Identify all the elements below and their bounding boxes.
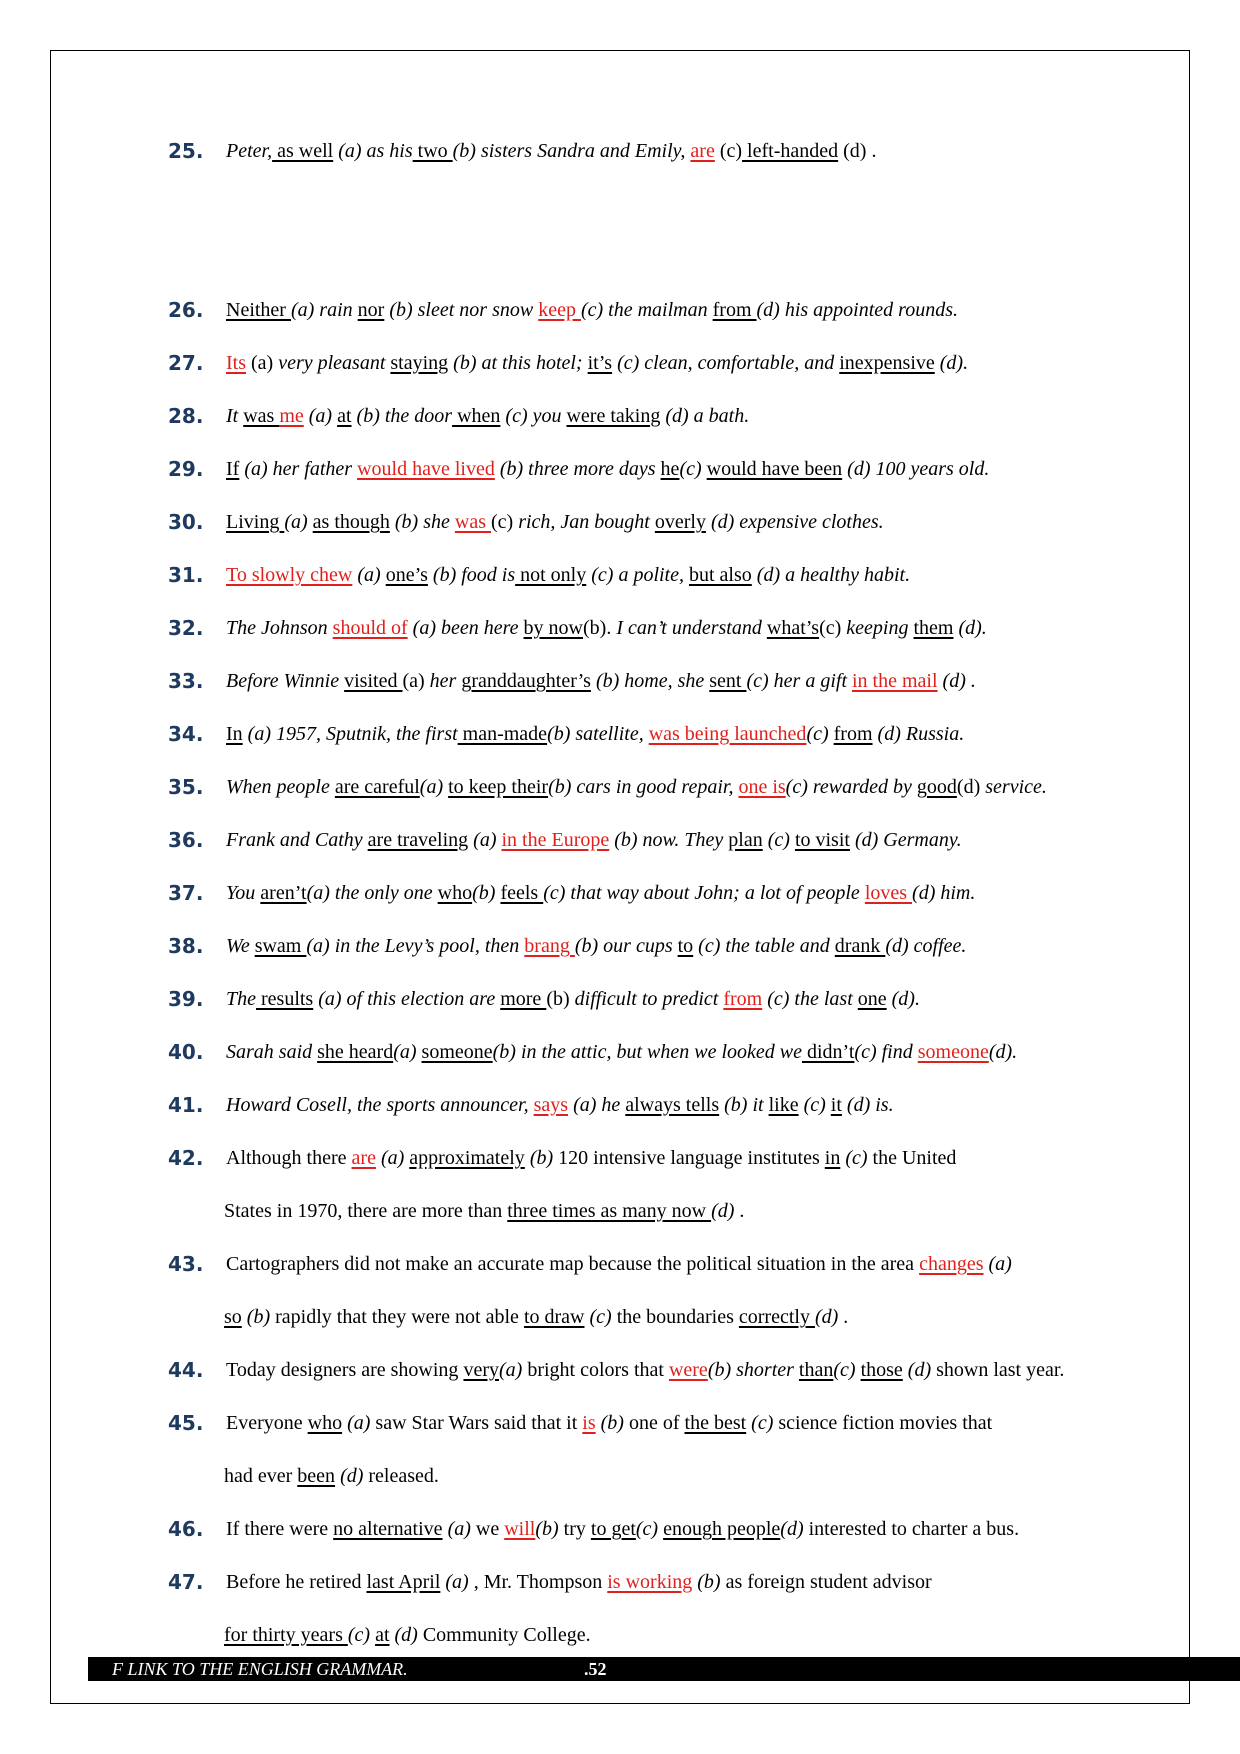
question-text (226, 1093, 894, 1117)
sentence-fragment: I can’t understand (616, 617, 767, 639)
sentence-fragment: (d) Russia. (872, 723, 965, 745)
sentence-fragment: You (226, 882, 261, 904)
question-text (226, 1517, 1019, 1541)
question-number: 40. (168, 1040, 204, 1064)
sentence-fragment: (c) (714, 140, 743, 162)
underlined-option: aren’t (260, 882, 307, 904)
underlined-option: correctly (738, 1306, 815, 1328)
question-number: 44. (168, 1358, 204, 1382)
sentence-fragment: (b) the door (351, 405, 453, 427)
underlined-option: three times as many now (507, 1200, 712, 1222)
question-number: 38. (168, 934, 204, 958)
sentence-fragment: (a) her father (239, 458, 358, 480)
underlined-option: very (463, 1359, 499, 1381)
sentence-fragment: (a) the only one (306, 882, 438, 904)
sentence-fragment: (c) (840, 1147, 873, 1169)
sentence-fragment: (b) home, she (590, 670, 710, 692)
question-number: 42. (168, 1146, 204, 1170)
underlined-option: enough people (663, 1518, 781, 1540)
underlined-option: In (226, 723, 243, 745)
sentence-fragment: (b) (692, 1571, 721, 1593)
footer-title: F LINK TO THE ENGLISH GRAMMAR. (112, 1659, 408, 1679)
underlined-option: keep (538, 299, 581, 321)
sentence-fragment: (a) (284, 511, 313, 533)
sentence-fragment: keeping (846, 617, 914, 639)
sentence-fragment: (b) shorter (707, 1359, 799, 1381)
sentence-fragment: (d) . (937, 670, 976, 692)
underlined-option: one’s (385, 564, 428, 586)
underlined-option: was (243, 405, 280, 427)
sentence-fragment: (c) the table and (693, 935, 835, 957)
sentence-fragment: science fiction movies that (773, 1412, 993, 1434)
sentence-fragment: (d) (956, 776, 986, 798)
underlined-option: Living (226, 511, 285, 533)
underlined-option: one (857, 988, 887, 1010)
sentence-fragment: the United (872, 1147, 957, 1169)
sentence-fragment: (b) satellite, (547, 723, 649, 745)
sentence-fragment: (c) find (854, 1041, 918, 1063)
question-text (226, 987, 920, 1011)
sentence-fragment: (d). (988, 1041, 1018, 1063)
question-text (226, 1570, 932, 1594)
underlined-option: as though (312, 511, 390, 533)
underlined-option: granddaughter’s (461, 670, 591, 692)
question-text (226, 351, 968, 375)
sentence-fragment: (b) now. They (609, 829, 729, 851)
underlined-option: brang (524, 935, 575, 957)
underlined-option: one is (738, 776, 786, 798)
sentence-fragment: (c) you (500, 405, 567, 427)
sentence-fragment: (a) in the Levy’s pool, then (306, 935, 525, 957)
sentence-fragment: (b) our cups (574, 935, 678, 957)
sentence-fragment: (a) been here (407, 617, 524, 639)
underlined-option: more (500, 988, 547, 1010)
sentence-fragment: (c) (806, 723, 834, 745)
sentence-fragment: (d) a healthy habit. (751, 564, 911, 586)
underlined-option: will (504, 1518, 536, 1540)
underlined-option: them (913, 617, 954, 639)
sentence-fragment: (d) him. (912, 882, 976, 904)
underlined-option: was (454, 511, 491, 533)
sentence-fragment: (c) her a gift (746, 670, 852, 692)
question-text (226, 510, 884, 534)
sentence-fragment: (d). (934, 352, 969, 374)
sentence-fragment: we (470, 1518, 505, 1540)
sentence-fragment: (c) (798, 1094, 831, 1116)
sentence-fragment: (c) (762, 829, 795, 851)
underlined-option: If (226, 458, 240, 480)
underlined-option: are (690, 140, 715, 162)
underlined-option: as well (272, 140, 334, 162)
underlined-option: is working (607, 1571, 693, 1593)
underlined-option: Neither (226, 299, 291, 321)
sentence-fragment: shown last year. (931, 1359, 1065, 1381)
question-number: 45. (168, 1411, 204, 1435)
sentence-fragment: We (226, 935, 255, 957)
underlined-option: she heard (317, 1041, 394, 1063)
underlined-option: to (677, 935, 694, 957)
underlined-option: so (224, 1306, 242, 1328)
sentence-fragment: very pleasant (278, 352, 391, 374)
underlined-option: was being launched (648, 723, 807, 745)
sentence-fragment: (d) (814, 1306, 839, 1328)
underlined-option: staying (390, 352, 449, 374)
sentence-fragment: (a) of this election are (313, 988, 501, 1010)
sentence-fragment: service. (985, 776, 1047, 798)
sentence-fragment: (a) 1957, Sputnik, the first (242, 723, 458, 745)
sentence-fragment: (c) (584, 1306, 612, 1328)
sentence-fragment: (c) (635, 1518, 659, 1540)
underlined-option: drank (834, 935, 886, 957)
underlined-option: who (437, 882, 473, 904)
footer-bar (88, 1657, 1240, 1681)
underlined-option: should of (332, 617, 408, 639)
sentence-fragment: one of (623, 1412, 685, 1434)
question-text (226, 139, 876, 163)
sentence-fragment: (d) (335, 1465, 364, 1487)
underlined-option: than (798, 1359, 834, 1381)
sentence-fragment: (b) cars in good repair, (548, 776, 739, 798)
underlined-option: sent (709, 670, 747, 692)
sentence-fragment: (b) it (719, 1094, 769, 1116)
sentence-fragment: bright colors that (522, 1359, 669, 1381)
sentence-fragment: (a) (468, 829, 502, 851)
sentence-fragment: (c) the last (762, 988, 858, 1010)
question-number: 26. (168, 298, 204, 322)
sentence-fragment: Peter, (226, 140, 273, 162)
underlined-option: plan (728, 829, 763, 851)
sentence-fragment: (d) (389, 1624, 418, 1646)
question-text (226, 722, 964, 746)
underlined-option: inexpensive (839, 352, 935, 374)
underlined-option: to get (590, 1518, 636, 1540)
sentence-fragment: rapidly that they were not able (270, 1306, 524, 1328)
sentence-fragment: (b) (546, 988, 575, 1010)
question-text (226, 1252, 1012, 1276)
underlined-option: not only (515, 564, 587, 586)
underlined-option: in the Europe (501, 829, 610, 851)
underlined-option: the best (684, 1412, 747, 1434)
sentence-fragment: (b) (241, 1306, 271, 1328)
sentence-fragment: The Johnson (226, 617, 333, 639)
question-number: 37. (168, 881, 204, 905)
question-number: 43. (168, 1252, 204, 1276)
sentence-fragment: Howard Cosell, the sports announcer, (226, 1094, 534, 1116)
question-number: 47. (168, 1570, 204, 1594)
underlined-option: those (860, 1359, 903, 1381)
question-text (226, 934, 966, 958)
sentence-fragment: try (558, 1518, 591, 1540)
sentence-fragment: Community College. (417, 1624, 591, 1646)
underlined-option: it’s (587, 352, 613, 374)
underlined-option: swam (254, 935, 307, 957)
sentence-fragment: Although there (226, 1147, 352, 1169)
sentence-fragment: (a) (440, 1571, 469, 1593)
sentence-fragment: . (838, 1306, 849, 1328)
sentence-fragment: (c) (679, 458, 707, 480)
underlined-option: loves (864, 882, 913, 904)
underlined-option: is (582, 1412, 596, 1434)
sentence-fragment: (d) (780, 1518, 804, 1540)
sentence-fragment: the boundaries (611, 1306, 739, 1328)
underlined-option: overly (654, 511, 706, 533)
underlined-option: left-handed (742, 140, 839, 162)
sentence-fragment: (d) expensive clothes. (705, 511, 884, 533)
sentence-fragment: (d) his appointed rounds. (756, 299, 958, 321)
sentence-fragment: (a) (342, 1412, 371, 1434)
sentence-fragment: (c) (347, 1624, 371, 1646)
sentence-fragment: (b) sisters Sandra and Emily, (452, 140, 691, 162)
underlined-option: he (660, 458, 680, 480)
page-number: .52 (584, 1659, 607, 1679)
underlined-option: no alternative (333, 1518, 443, 1540)
sentence-fragment: (b) in the attic, but when we looked we (492, 1041, 802, 1063)
sentence-fragment: (d). (953, 617, 987, 639)
sentence-fragment: saw Star Wars said that it (370, 1412, 583, 1434)
sentence-fragment: interested to charter a bus. (803, 1518, 1020, 1540)
sentence-fragment: (c) a polite, (586, 564, 689, 586)
underlined-option: visited (344, 670, 403, 692)
sentence-fragment: (c) that way about John; a lot of people (543, 882, 865, 904)
underlined-option: someone (421, 1041, 493, 1063)
underlined-option: says (533, 1094, 569, 1116)
underlined-option: from (723, 988, 763, 1010)
sentence-fragment: (a) (402, 670, 430, 692)
question-text-continued (224, 1623, 591, 1647)
question-text (226, 457, 989, 481)
sentence-fragment: (a) as his (333, 140, 413, 162)
underlined-option: man-made (457, 723, 548, 745)
question-text (226, 616, 987, 640)
question-text (226, 1040, 1017, 1064)
sentence-fragment: (d) coffee. (885, 935, 967, 957)
question-number: 36. (168, 828, 204, 852)
underlined-option: Its (226, 352, 246, 374)
underlined-option: were (668, 1359, 708, 1381)
question-number: 33. (168, 669, 204, 693)
underlined-option: two (412, 140, 453, 162)
question-text (226, 1358, 1064, 1382)
sentence-fragment: (c) (833, 1359, 861, 1381)
underlined-option: didn’t (802, 1041, 855, 1063)
underlined-option: someone (917, 1041, 989, 1063)
sentence-fragment: (b) she (389, 511, 455, 533)
sentence-fragment: rich, Jan bought (518, 511, 655, 533)
sentence-fragment: (c) rewarded by (785, 776, 917, 798)
sentence-fragment: (b) (535, 1518, 559, 1540)
sentence-fragment: (d) (902, 1359, 932, 1381)
underlined-option: nor (357, 299, 385, 321)
sentence-fragment: (a) (352, 564, 386, 586)
sentence-fragment: (d) . (838, 140, 877, 162)
underlined-option: To slowly chew (226, 564, 353, 586)
sentence-fragment: (b) (595, 1412, 624, 1434)
sentence-fragment: States in 1970, there are more than (224, 1200, 508, 1222)
underlined-option: at (337, 405, 352, 427)
sentence-fragment: (b) (472, 882, 501, 904)
question-text (226, 563, 910, 587)
sentence-fragment: If there were (226, 1518, 334, 1540)
question-number: 31. (168, 563, 204, 587)
sentence-fragment: released. (363, 1465, 439, 1487)
sentence-fragment: Sarah said (226, 1041, 318, 1063)
sentence-fragment: (a) (419, 776, 449, 798)
underlined-option: what’s (766, 617, 820, 639)
underlined-option: to visit (794, 829, 850, 851)
sentence-fragment: , Mr. Thompson (468, 1571, 608, 1593)
sentence-fragment: (a) (375, 1147, 410, 1169)
sentence-fragment: (c) (746, 1412, 774, 1434)
sentence-fragment: (d) Germany. (849, 829, 962, 851)
underlined-option: in (824, 1147, 841, 1169)
question-text (226, 669, 976, 693)
question-number: 29. (168, 457, 204, 481)
underlined-option: changes (919, 1253, 984, 1275)
underlined-option: results (256, 988, 314, 1010)
underlined-option: feels (500, 882, 544, 904)
question-number: 27. (168, 351, 204, 375)
underlined-option: to draw (523, 1306, 585, 1328)
sentence-fragment: as foreign student advisor (720, 1571, 932, 1593)
sentence-fragment: difficult to predict (574, 988, 724, 1010)
sentence-fragment: (a) (498, 1359, 523, 1381)
sentence-fragment: (a) he (568, 1094, 626, 1116)
sentence-fragment: (a) (393, 1041, 422, 1063)
underlined-option: last April (366, 1571, 441, 1593)
underlined-option: were taking (566, 405, 661, 427)
underlined-option: but also (689, 564, 752, 586)
sentence-fragment: (b). (583, 617, 617, 639)
sentence-fragment: The (226, 988, 256, 1010)
underlined-option: always tells (625, 1094, 720, 1116)
question-number: 39. (168, 987, 204, 1011)
underlined-option: to keep their (448, 776, 549, 798)
question-text (226, 1146, 956, 1170)
underlined-option: would have been (706, 458, 843, 480)
underlined-option: approximately (409, 1147, 525, 1169)
underlined-option: when (452, 405, 501, 427)
sentence-fragment: Today designers are showing (226, 1359, 464, 1381)
question-text-continued (224, 1199, 744, 1223)
sentence-fragment: Cartographers did not make an accurate map because the political situation in the area (226, 1253, 920, 1275)
sentence-fragment: (d) 100 years old. (842, 458, 990, 480)
sentence-fragment: (d). (886, 988, 920, 1010)
underlined-option: good (916, 776, 957, 798)
sentence-fragment: (c) clean, comfortable, and (612, 352, 840, 374)
question-text (226, 775, 1047, 799)
underlined-option: from (712, 299, 757, 321)
underlined-option: in the mail (852, 670, 938, 692)
sentence-fragment: (a) rain (290, 299, 358, 321)
sentence-fragment: (a) (983, 1253, 1012, 1275)
question-text (226, 298, 958, 322)
sentence-fragment: (b) three more days (494, 458, 661, 480)
underlined-option: it (830, 1094, 842, 1116)
sentence-fragment: (b) food is (427, 564, 516, 586)
underlined-option: me (279, 405, 304, 427)
question-text (226, 828, 962, 852)
underlined-option: from (833, 723, 873, 745)
question-text (226, 881, 975, 905)
sentence-fragment: had ever (224, 1465, 298, 1487)
sentence-fragment: It (226, 405, 244, 427)
question-number: 30. (168, 510, 204, 534)
sentence-fragment: (c) the mailman (580, 299, 713, 321)
underlined-option: who (307, 1412, 343, 1434)
question-text-continued (224, 1464, 439, 1488)
question-number: 32. (168, 616, 204, 640)
underlined-option: for thirty years (224, 1624, 348, 1646)
underlined-option: been (297, 1465, 336, 1487)
question-number: 41. (168, 1093, 204, 1117)
question-text (226, 1411, 992, 1435)
sentence-fragment: Before he retired (226, 1571, 367, 1593)
sentence-fragment: (a) (303, 405, 338, 427)
sentence-fragment: When people (226, 776, 335, 798)
question-number: 35. (168, 775, 204, 799)
underlined-option: like (768, 1094, 799, 1116)
underlined-option: would have lived (357, 458, 495, 480)
sentence-fragment: (b) at this hotel; (448, 352, 588, 374)
sentence-fragment: Frank and Cathy (226, 829, 368, 851)
sentence-fragment: (a) (246, 352, 279, 374)
sentence-fragment: (d) (711, 1200, 735, 1222)
question-text-continued (224, 1305, 848, 1329)
question-number: 34. (168, 722, 204, 746)
sentence-fragment: Everyone (226, 1412, 308, 1434)
sentence-fragment: (b) (524, 1147, 559, 1169)
underlined-option: are (351, 1147, 376, 1169)
sentence-fragment: 120 intensive language institutes (558, 1147, 825, 1169)
sentence-fragment: (d) a bath. (660, 405, 750, 427)
underlined-option: by now (523, 617, 583, 639)
sentence-fragment: (c) (819, 617, 847, 639)
sentence-fragment: (c) (490, 511, 519, 533)
underlined-option: at (375, 1624, 390, 1646)
question-number: 25. (168, 139, 204, 163)
sentence-fragment: (b) sleet nor snow (384, 299, 539, 321)
underlined-option: are traveling (367, 829, 469, 851)
underlined-option: are careful (334, 776, 420, 798)
sentence-fragment: (d) is. (841, 1094, 894, 1116)
question-number: 28. (168, 404, 204, 428)
sentence-fragment: her (429, 670, 462, 692)
sentence-fragment: Before Winnie (226, 670, 345, 692)
question-number: 46. (168, 1517, 204, 1541)
sentence-fragment: (a) (442, 1518, 471, 1540)
sentence-fragment: . (734, 1200, 745, 1222)
question-text (226, 404, 749, 428)
